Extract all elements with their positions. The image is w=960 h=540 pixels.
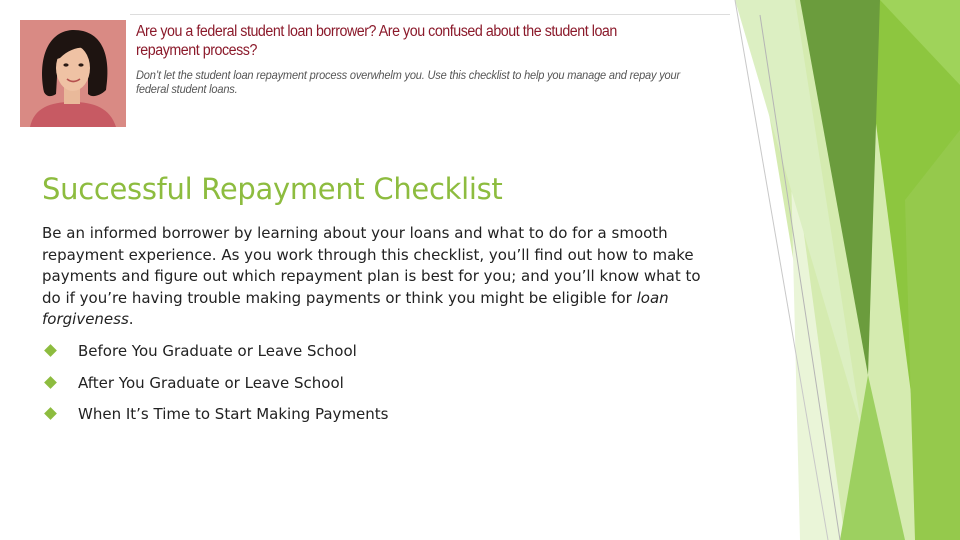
banner-subheading: Don’t let the student loan repayment process overwhelm you. Use this checklist to help you manage and repay your federal student loans.	[136, 68, 680, 96]
bullet-label: When It’s Time to Start Making Payments	[78, 405, 389, 423]
intro-text: Be an informed borrower by learning about your loans and what to do for a smooth repayment experience. As you work through this checklist, you’ll find out how to make payments and figure out which repayment plan is best for you; and you’ll know what to do if you’re having trouble making payments or think you might be eligible for	[42, 224, 701, 307]
banner-heading: Are you a federal student loan borrower? Are you confused about the student loan repayment process?	[136, 23, 617, 59]
bullet-label: After You Graduate or Leave School	[78, 373, 344, 392]
bullet-label: Before You Graduate or Leave School	[78, 342, 357, 360]
slide-title: Successful Repayment Checklist	[42, 172, 503, 206]
loan-forgiveness-term: loan forgiveness	[42, 288, 669, 329]
intro-period: .	[128, 310, 134, 329]
